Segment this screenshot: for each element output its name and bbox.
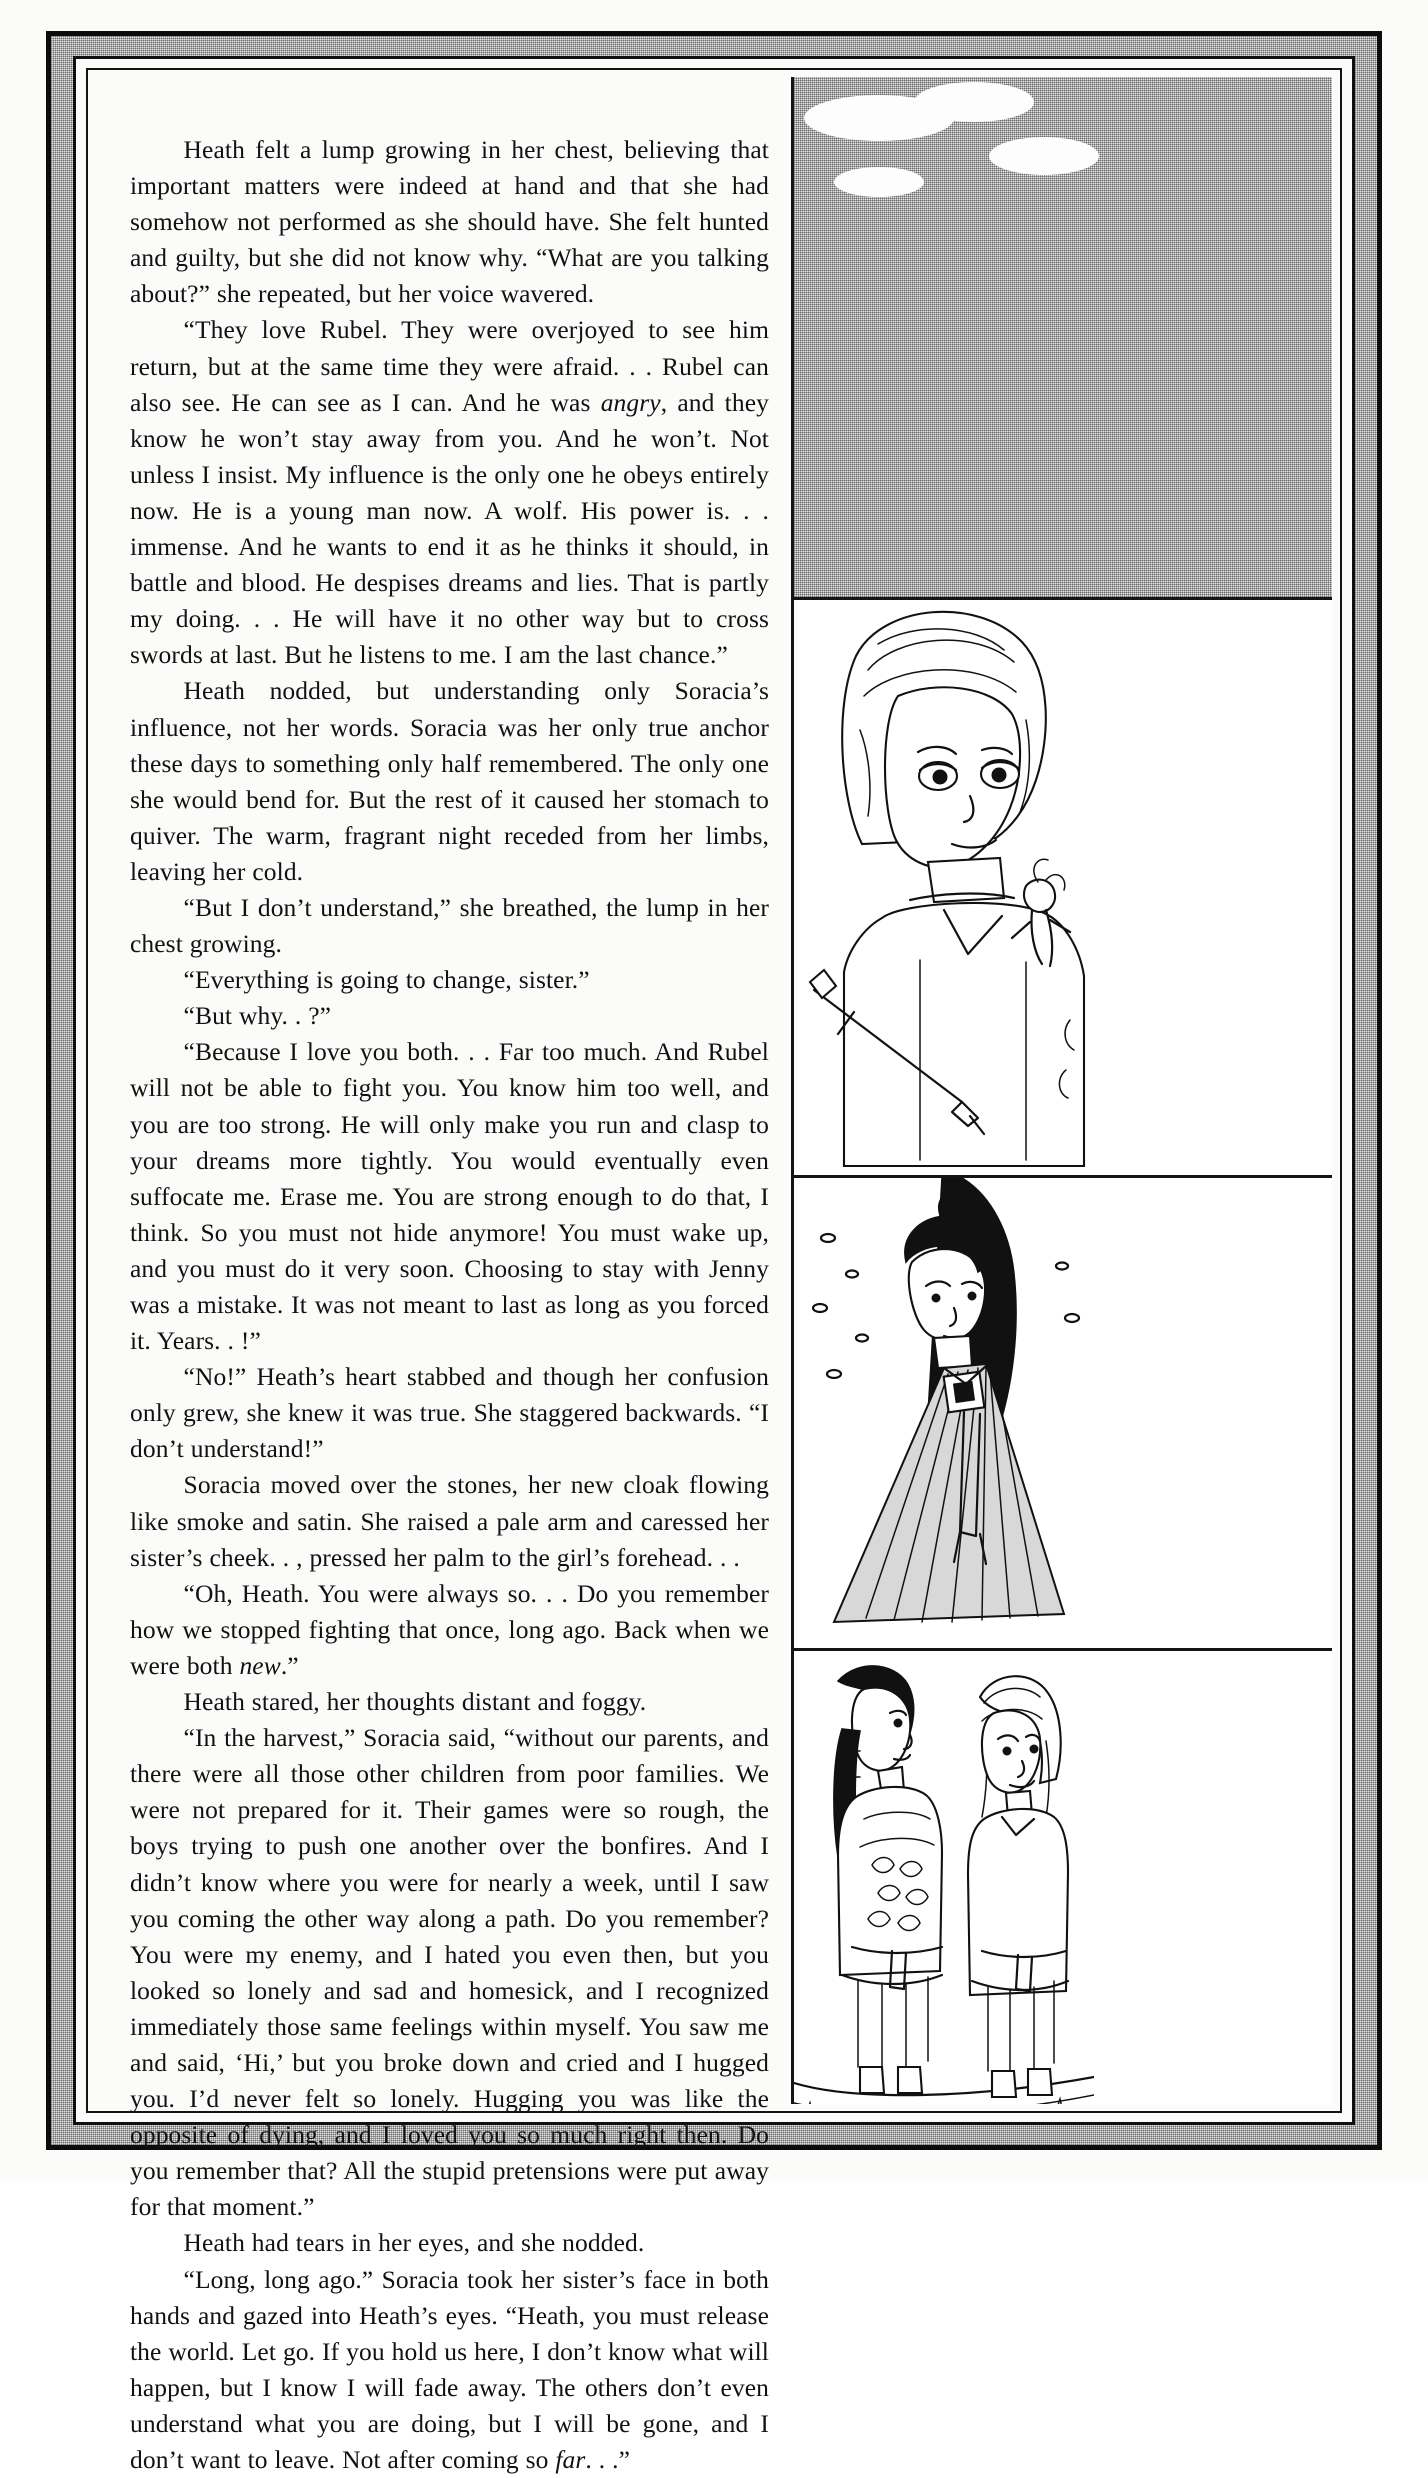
girl-dark-hair [834, 1666, 942, 2093]
story-paragraph [130, 1467, 769, 1575]
body-text: “No!” Heath’s heart stabbed and though her confusion only grew, she knew it was true. She staggered backwards. “I don’t understand!” [130, 1362, 769, 1464]
cloud-shape [989, 137, 1099, 175]
illustration-panel-boy-on-rocks [794, 77, 1332, 597]
emphasis-text: angry [600, 387, 661, 417]
body-text: Soracia moved over the stones, her new cloak flowing like smoke and satin. She raised a pale arm and caressed her sister’s cheek. . , pressed her palm to the girl’s forehead. . . [130, 1470, 769, 1572]
story-paragraph [130, 1034, 769, 1359]
emphasis-text: far [555, 2445, 586, 2474]
story-paragraph [130, 312, 769, 673]
story-paragraph [130, 132, 769, 312]
body-text: “But I don’t understand,” she breathed, the lump in her chest growing. [130, 892, 769, 959]
story-paragraph [130, 2262, 769, 2478]
page-inner-rule-inner [86, 68, 1342, 2474]
story-paragraph [130, 1576, 769, 1684]
story-paragraph [130, 1684, 769, 1720]
cloud-shape [914, 82, 1034, 122]
illustration-panel-cloaked-woman [794, 1178, 1332, 1648]
body-text: , and they know he won’t stay away from you. And he won’t. Not unless I insist. My influence is the only one he obeys entirely now. He is a young man now. A wolf. His power is. . . immense. And he wants to end it as he thinks it should, in battle and blood. He despises dreams and lies. That is partly my doing. . . He will have it no other way but to cross swords at last. But he listens to me. I am the last chance.” [130, 387, 769, 670]
story-paragraph [130, 1359, 769, 1467]
closeup-face-artwork [794, 600, 1094, 1175]
body-text: Heath stared, her thoughts distant and foggy. [183, 1687, 647, 1717]
page-outer-frame [46, 31, 1382, 2474]
story-paragraph [130, 962, 769, 998]
illustration-panel-two-girls [794, 1651, 1332, 2104]
body-text: “They love Rubel. They were overjoyed to see him return, but at the same time they were afraid. . . Rubel can also see. He can see as I can. And he was [130, 315, 769, 417]
story-paragraph [130, 1720, 769, 2225]
story-paragraph [130, 998, 769, 1034]
body-text: “Everything is going to change, sister.” [183, 965, 590, 995]
cloaked-woman-artwork [794, 1178, 1094, 1648]
body-text: “In the harvest,” Soracia said, “without our parents, and there were all those other children from poor families. We were not prepared for it. Their games were so rough, the boys trying to push one another over the bonfires. And I didn’t know where you were for nearly a week, until I saw you coming the other way along a path. Do you remember? You were my enemy, and I hated you even then, but you looked so lonely and sad and homesick, and I recognized immediately those same feelings within myself. You saw me and said, ‘Hi,’ but you broke down and cried and I hugged you. I’d never felt so lonely. Hugging you was like the opposite of dying, and I loved you so much right then. Do you remember that? All the stupid pretensions were put away for that moment.” [130, 1723, 769, 2222]
illustration-column [791, 77, 1332, 2104]
page-columns [96, 77, 1332, 2474]
story-paragraph [130, 673, 769, 890]
body-text: .” [280, 1650, 299, 1680]
body-text: “Long, long ago.” Soracia took her sister’s face in both hands and gazed into Heath’s eyes. “Heath, you must release the world. Let go. If you hold us here, I don’t know what will happen, but I know I will fade away. The others don’t even understand what you are doing, but I will be gone, and I don’t want to leave. Not after coming so [130, 2264, 769, 2474]
illustration-panel-closeup-face [794, 600, 1332, 1175]
story-body [130, 132, 769, 2478]
two-girls-artwork [794, 1651, 1094, 2104]
story-paragraph [130, 890, 769, 962]
body-text: Heath felt a lump growing in her chest, believing that important matters were indeed at hand and that she had somehow not performed as she should have. She felt hunted and guilty, but she did not know why. “What are you talking about?” she repeated, but her voice wavered. [130, 135, 769, 309]
girl-light-hair [968, 1676, 1068, 2097]
body-text: Heath nodded, but understanding only Soracia’s influence, not her words. Soracia was her only true anchor these days to something only half remembered. The only one she would bend for. But the rest of it caused her stomach to quiver. The warm, fragrant night receded from her limbs, leaving her cold. [130, 676, 769, 886]
text-column [96, 77, 791, 2474]
cloud-shape [834, 167, 924, 197]
page-inner-rule-outer [73, 56, 1355, 2474]
story-paragraph [130, 2225, 769, 2261]
body-text: . . .” [585, 2445, 631, 2474]
body-text: Heath had tears in her eyes, and she nodded. [183, 2228, 645, 2258]
body-text: “Because I love you both. . . Far too much. And Rubel will not be able to fight you. You know him too well, and you are too strong. He will only make you run and clasp to your dreams more tightly. You would eventually even suffocate me. Erase me. You are strong enough to do that, I think. So you must not hide anymore! You must wake up, and you must do it very soon. Choosing to stay with Jenny was a mistake. It was not meant to last as long as you forced it. Years. . !” [130, 1037, 769, 1356]
body-text: “But why. . ?” [183, 1001, 332, 1031]
body-text: “Oh, Heath. You were always so. . . Do you remember how we stopped fighting that once, long ago. Back when we were both [130, 1578, 769, 1680]
emphasis-text: new [239, 1650, 281, 1680]
